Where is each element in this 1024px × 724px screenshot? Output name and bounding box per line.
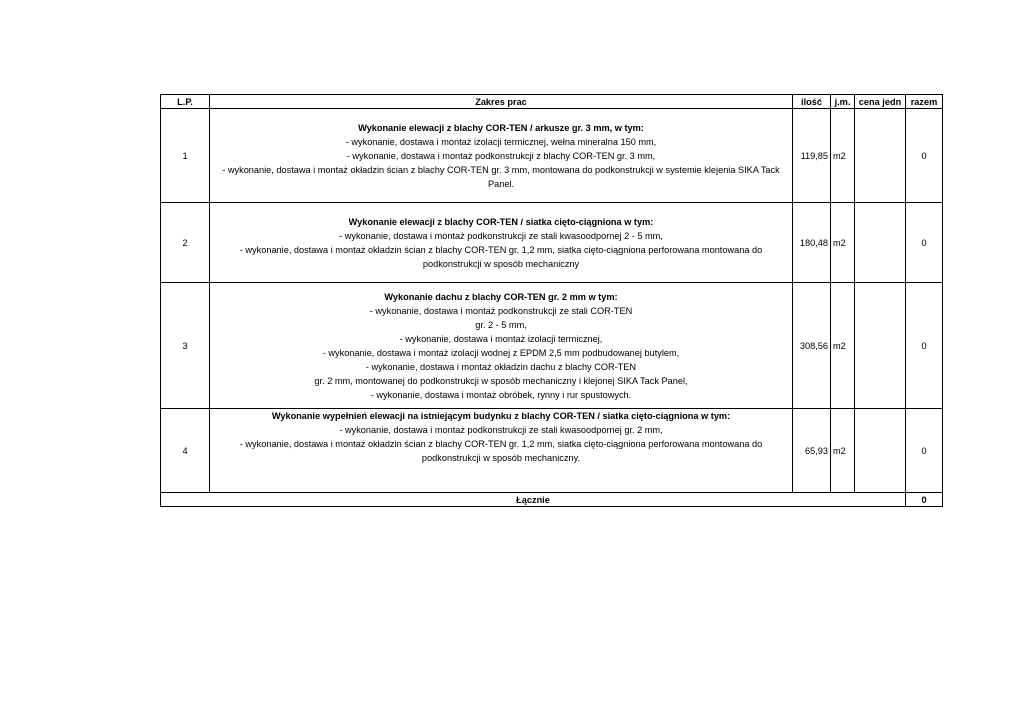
header-unit-price: cena jedn bbox=[855, 95, 906, 109]
row-scope bbox=[210, 409, 793, 493]
row-total: 0 bbox=[906, 283, 943, 409]
row-line: - wykonanie, dostawa i montaż okładzin ścian z blachy COR-TEN gr. 3 mm, montowana do podkonstrukcji w systemie klejenia SIKA Tack Panel. bbox=[222, 164, 780, 189]
row-line: - wykonanie, dostawa i montaż podkonstrukcji z blachy COR-TEN gr. 3 mm, bbox=[346, 150, 656, 161]
row-unit-price bbox=[855, 109, 906, 203]
row-total: 0 bbox=[906, 109, 943, 203]
row-lp: 4 bbox=[161, 409, 210, 493]
row-heading: Wykonanie dachu z blachy COR-TEN gr. 2 mm w tym: bbox=[384, 291, 618, 302]
summary-label: Łącznie bbox=[161, 493, 906, 507]
row-line: - wykonanie, dostawa i montaż okładzin ścian z blachy COR-TEN gr. 1,2 mm, siatka cięto-ciągniona perforowana montowana do podkonstrukcji w sposób mechaniczny bbox=[239, 244, 763, 269]
row-heading: Wykonanie elewacji z blachy COR-TEN / siatka cięto-ciągniona w tym: bbox=[348, 216, 654, 227]
row-line: - wykonanie, dostawa i montaż izolacji termicznej, bbox=[399, 333, 603, 344]
row-line: - wykonanie, dostawa i montaż izolacji wodnej z EPDM 2,5 mm podbudowanej butylem, bbox=[322, 347, 680, 358]
row-line: - wykonanie, dostawa i montaż obróbek, rynny i rur spustowych. bbox=[370, 389, 632, 400]
row-line: - wykonanie, dostawa i montaż podkonstrukcji ze stali COR-TEN bbox=[369, 305, 633, 316]
row-unit-price bbox=[855, 409, 906, 493]
row-line: - wykonanie, dostawa i montaż okładzin ścian z blachy COR-TEN gr. 1,2 mm, siatka cięto-ciągniona perforowana montowana do podkonstrukcji w sposób mechaniczny. bbox=[239, 439, 763, 463]
summary-row bbox=[161, 493, 943, 507]
summary-total: 0 bbox=[906, 493, 943, 507]
row-heading: Wykonanie elewacji z blachy COR-TEN / arkusze gr. 3 mm, w tym: bbox=[358, 122, 644, 133]
row-line: - wykonanie, dostawa i montaż izolacji termicznej, wełna mineralna 150 mm, bbox=[345, 136, 657, 147]
row-scope bbox=[210, 283, 793, 409]
row-line: gr. 2 mm, montowanej do podkonstrukcji w sposób mechaniczny i klejonej SIKA Tack Panel, bbox=[314, 375, 688, 386]
table-row bbox=[161, 409, 943, 493]
row-qty: 180,48 bbox=[793, 203, 831, 283]
row-qty: 308,56 bbox=[793, 283, 831, 409]
header-scope: Zakres prac bbox=[210, 95, 793, 109]
table-row bbox=[161, 283, 943, 409]
header-qty: ilość bbox=[793, 95, 831, 109]
works-table bbox=[160, 94, 943, 507]
row-total: 0 bbox=[906, 409, 943, 493]
row-scope bbox=[210, 109, 793, 203]
header-total: razem bbox=[906, 95, 943, 109]
row-unit-price bbox=[855, 283, 906, 409]
row-line: - wykonanie, dostawa i montaż okładzin dachu z blachy COR-TEN bbox=[365, 361, 637, 372]
row-unit-price bbox=[855, 203, 906, 283]
row-line: - wykonanie, dostawa i montaż podkonstrukcji ze stali kwasoodpornej 2 - 5 mm, bbox=[339, 230, 663, 241]
row-lp: 1 bbox=[161, 109, 210, 203]
row-unit: m2 bbox=[831, 203, 855, 283]
row-lp: 3 bbox=[161, 283, 210, 409]
header-unit: j.m. bbox=[831, 95, 855, 109]
row-qty: 119,85 bbox=[793, 109, 831, 203]
table-row bbox=[161, 109, 943, 203]
row-qty: 65,93 bbox=[793, 409, 831, 493]
row-total: 0 bbox=[906, 203, 943, 283]
row-lp: 2 bbox=[161, 203, 210, 283]
row-heading: Wykonanie wypełnień elewacji na istniejącym budynku z blachy COR-TEN / siatka cięto-ciągniona w tym: bbox=[271, 411, 731, 421]
header-lp: L.P. bbox=[161, 95, 210, 109]
row-unit: m2 bbox=[831, 283, 855, 409]
header-row bbox=[161, 95, 943, 109]
row-unit: m2 bbox=[831, 109, 855, 203]
row-unit: m2 bbox=[831, 409, 855, 493]
row-line: gr. 2 - 5 mm, bbox=[475, 319, 527, 330]
row-scope bbox=[210, 203, 793, 283]
row-line: - wykonanie, dostawa i montaż podkonstrukcji ze stali kwasoodpornej gr. 2 mm, bbox=[339, 425, 663, 435]
table-row bbox=[161, 203, 943, 283]
